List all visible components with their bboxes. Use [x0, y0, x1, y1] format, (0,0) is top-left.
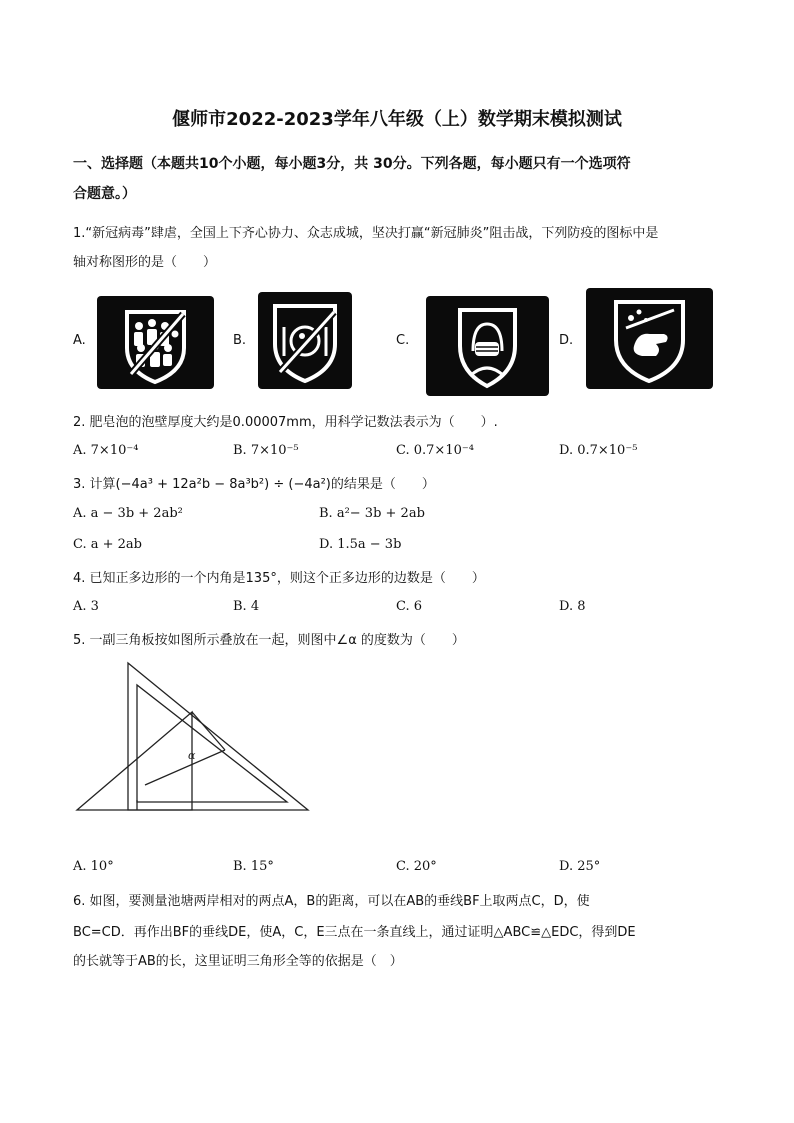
- q1-option-d-label: D.: [559, 333, 574, 348]
- q4-option-d: D. 8: [559, 599, 586, 614]
- q4-option-c: C. 6: [396, 599, 423, 614]
- mask-person-shield-icon: [426, 296, 549, 396]
- q6-stem-line1: 6. 如图，要测量池塘两岸相对的两点A，B的距离，可以在AB的垂线BF上取两点C，D，使: [73, 894, 590, 909]
- alpha-label: α: [188, 749, 196, 762]
- q1-option-b-label: B.: [233, 333, 247, 348]
- q3-option-c: C. a + 2ab: [73, 537, 142, 552]
- q1-option-c-label: C.: [396, 333, 410, 348]
- q5-stem: 5. 一副三角板按如图所示叠放在一起，则图中∠α 的度数为（ ）: [73, 633, 465, 648]
- q4-stem: 4. 已知正多边形的一个内角是135°，则这个正多边形的边数是（ ）: [73, 571, 485, 586]
- q3-option-a: A. a − 3b + 2ab²: [73, 506, 183, 521]
- q4-option-a: A. 3: [73, 599, 99, 614]
- no-dining-shield-icon: [258, 292, 352, 389]
- q3-option-b: B. a²− 3b + 2ab: [319, 506, 425, 521]
- q6-stem-line2: BC=CD．再作出BF的垂线DE，使A，C，E三点在一条直线上，通过证明△ABC≌△EDC，得到DE: [73, 925, 636, 940]
- q3-stem: 3. 计算(−4a³ + 12a²b − 8a³b²) ÷ (−4a²)的结果是（ ）: [73, 477, 435, 492]
- q4-option-b: B. 4: [233, 599, 260, 614]
- q5-option-d: D. 25°: [559, 859, 601, 874]
- q1-option-a-label: A.: [73, 333, 86, 348]
- q5-option-b: B. 15°: [233, 859, 274, 874]
- q2-option-a: A. 7×10⁻⁴: [73, 443, 139, 458]
- section-heading-line1: 一、选择题（本题共10个小题，每小题3分，共 30分。下列各题，每小题只有一个选项符: [73, 156, 631, 172]
- q2-option-c: C. 0.7×10⁻⁴: [396, 443, 474, 458]
- handwash-shield-icon: [586, 288, 713, 389]
- q6-stem-line3: 的长就等于AB的长，这里证明三角形全等的依据是（ ）: [73, 954, 403, 969]
- q5-option-a: A. 10°: [73, 859, 114, 874]
- page-title: 偃师市2022-2023学年八年级（上）数学期末模拟测试: [172, 109, 622, 130]
- crowd-shield-icon: [97, 296, 214, 389]
- q3-option-d: D. 1.5a − 3b: [319, 537, 402, 552]
- q2-option-d: D. 0.7×10⁻⁵: [559, 443, 638, 458]
- section-heading-line2: 合题意。）: [73, 186, 136, 202]
- q2-stem: 2. 肥皂泡的泡壁厚度大约是0.00007mm，用科学记数法表示为（ ）.: [73, 415, 498, 430]
- q5-option-c: C. 20°: [396, 859, 437, 874]
- q1-stem-line1: 1.“新冠病毒”肆虐，全国上下齐心协力、众志成城，坚决打赢“新冠肺炎”阻击战，下列防疫的图标中是: [73, 226, 659, 241]
- q2-option-b: B. 7×10⁻⁵: [233, 443, 299, 458]
- q1-stem-line2: 轴对称图形的是（ ）: [73, 255, 217, 270]
- triangle-set-figure: [75, 660, 315, 815]
